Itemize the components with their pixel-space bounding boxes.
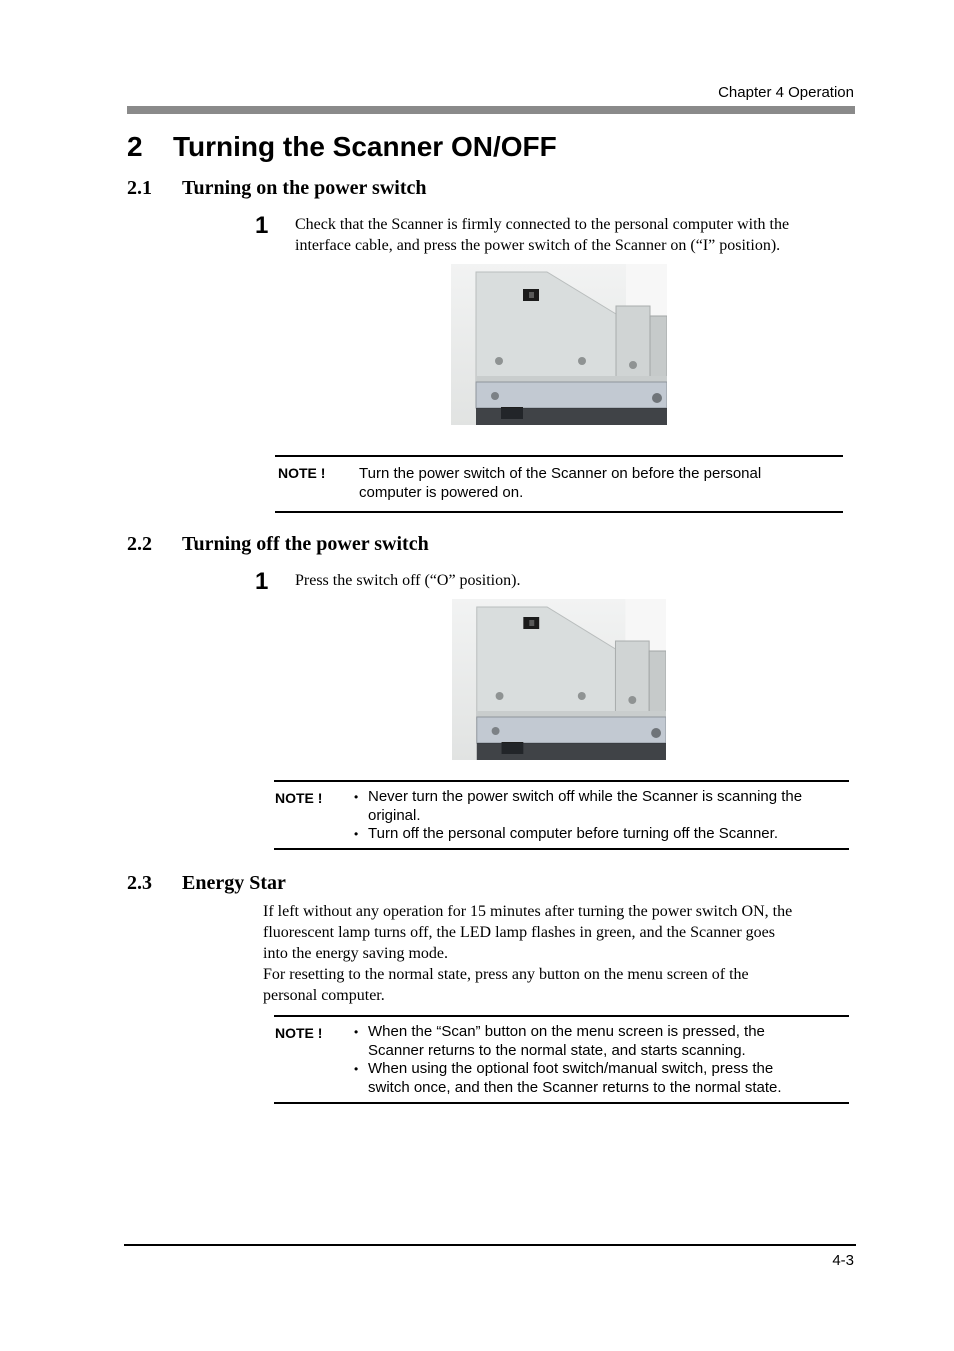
note-box bbox=[274, 780, 849, 850]
scanner-photo-illustration bbox=[452, 599, 666, 760]
subsection-number-2-2: 2.2 bbox=[127, 533, 152, 555]
section-number: 2 bbox=[127, 131, 143, 162]
subsection-title-2-3: Energy Star bbox=[182, 872, 286, 894]
step-number: 1 bbox=[255, 212, 269, 239]
header-rule bbox=[127, 106, 855, 114]
note-bullet-list bbox=[354, 788, 844, 844]
paragraph-line: If left without any operation for 15 minutes after turning the power switch ON, the bbox=[263, 903, 793, 920]
step-text: Press the switch off (“O” position). bbox=[295, 572, 521, 589]
paragraph-line: personal computer. bbox=[263, 987, 385, 1004]
note-text-line: Turn the power switch of the Scanner on before the personal bbox=[359, 465, 762, 482]
energy-star-paragraph bbox=[263, 901, 853, 1006]
subsection-title-2-1: Turning on the power switch bbox=[182, 177, 427, 199]
paragraph-line: into the energy saving mode. bbox=[263, 945, 448, 962]
note-label: NOTE ! bbox=[275, 1025, 323, 1041]
step-text-line: interface cable, and press the power switch of the Scanner on (“I” position). bbox=[295, 237, 781, 254]
note-box bbox=[275, 455, 843, 513]
scanner-power-switch-off-photo bbox=[452, 599, 666, 760]
note-text-line: • When using the optional foot switch/manual switch, press the bbox=[368, 1060, 774, 1077]
note-text-line: computer is powered on. bbox=[359, 483, 524, 501]
note-text bbox=[359, 465, 839, 502]
note-label: NOTE ! bbox=[275, 790, 323, 806]
note-bullet-item bbox=[354, 788, 844, 825]
note-text-line: • Never turn the power switch off while the Scanner is scanning the bbox=[368, 788, 803, 805]
chapter-header: Chapter 4 Operation bbox=[718, 84, 854, 101]
subsection-title-2-2: Turning off the power switch bbox=[182, 533, 429, 555]
note-bullet-item bbox=[354, 825, 844, 844]
subsection-number-2-3: 2.3 bbox=[127, 872, 152, 894]
note-text-line: • Turn off the personal computer before turning off the Scanner. bbox=[368, 825, 778, 842]
step-text bbox=[295, 214, 850, 256]
note-bullet-item bbox=[354, 1023, 844, 1060]
page-number: 4-3 bbox=[832, 1252, 854, 1269]
note-label: NOTE ! bbox=[278, 465, 326, 481]
note-bullet-list bbox=[354, 1023, 844, 1097]
section-title: Turning the Scanner ON/OFF bbox=[173, 131, 557, 162]
footer-rule bbox=[124, 1244, 856, 1246]
note-box bbox=[274, 1015, 849, 1104]
paragraph-line: fluorescent lamp turns off, the LED lamp flashes in green, and the Scanner goes bbox=[263, 924, 775, 941]
note-text-line: switch once, and then the Scanner returns to the normal state. bbox=[368, 1078, 782, 1096]
note-bullet-item bbox=[354, 1060, 844, 1097]
note-text-line: original. bbox=[368, 806, 421, 824]
note-text-line: • When the “Scan” button on the menu screen is pressed, the bbox=[368, 1023, 765, 1040]
scanner-power-switch-on-photo bbox=[451, 264, 667, 425]
paragraph-line: For resetting to the normal state, press any button on the menu screen of the bbox=[263, 966, 749, 983]
step-text-line: Check that the Scanner is firmly connected to the personal computer with the bbox=[295, 216, 790, 233]
step-number: 1 bbox=[255, 568, 269, 595]
note-text-line: Scanner returns to the normal state, and starts scanning. bbox=[368, 1041, 746, 1059]
subsection-number-2-1: 2.1 bbox=[127, 177, 152, 199]
scanner-photo-illustration bbox=[451, 264, 667, 425]
